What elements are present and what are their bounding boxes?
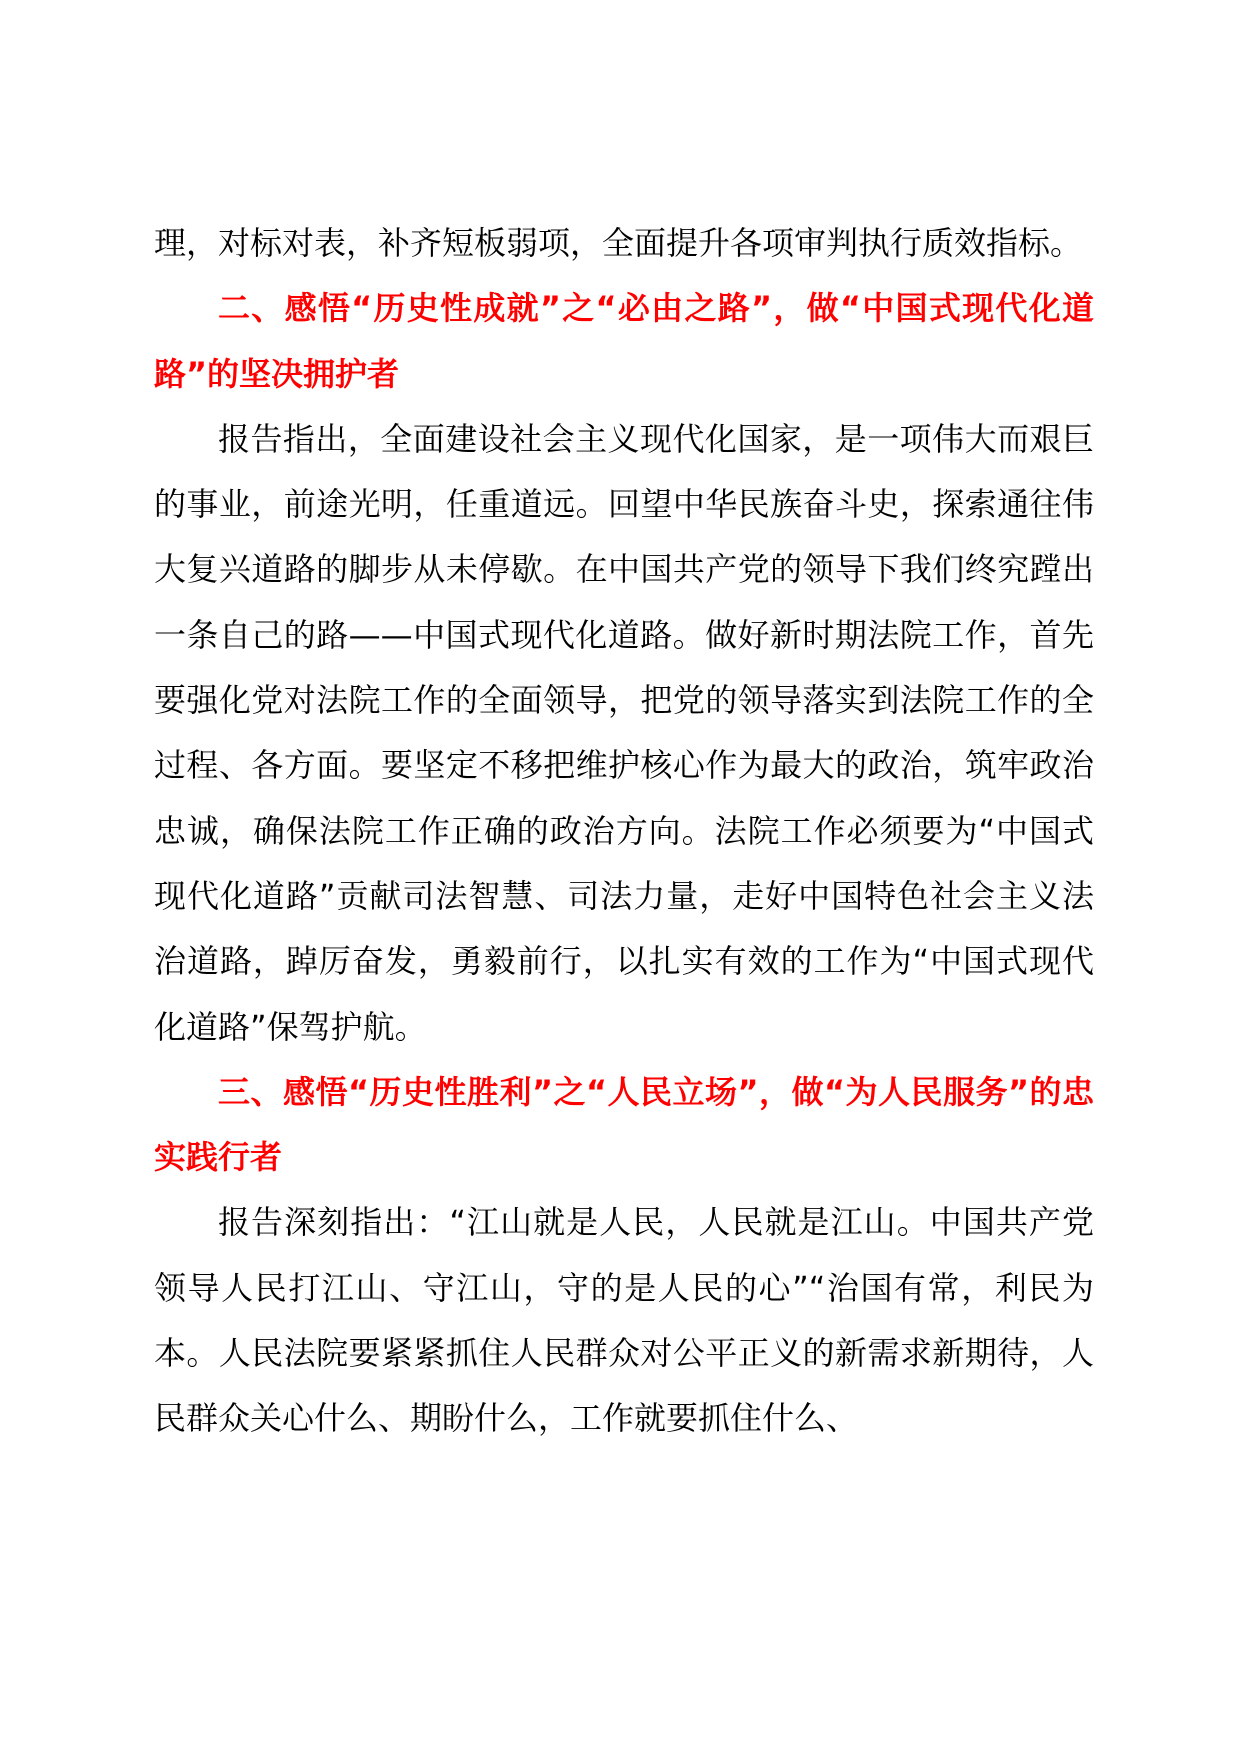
- section-heading-3: 三、感悟“历史性胜利”之“人民立场”，做“为人民服务”的忠实践行者: [154, 1072, 1094, 1177]
- section-heading-2: 二、感悟“历史性成就”之“必由之路”，做“中国式现代化道路”的坚决拥护者: [154, 289, 1094, 393]
- paragraph-section-3: 报告深刻指出：“江山就是人民，人民就是江山。中国共产党领导人民打江山、守江山，守的是人民的心”“治国有常，利民为本。人民法院要紧紧抓住人民群众对公平正义的新需求新期待，人民群众关心什么、期盼什么，工作就要抓住什么、: [154, 1203, 1094, 1438]
- paragraph-continuation: 理，对标对表，补齐短板弱项，全面提升各项审判执行质效指标。: [154, 224, 1083, 262]
- document-body: [154, 211, 1094, 1452]
- paragraph-section-2: 报告指出，全面建设社会主义现代化国家，是一项伟大而艰巨的事业，前途光明，任重道远。回望中华民族奋斗史，探索通往伟大复兴道路的脚步从未停歇。在中国共产党的领导下我们终究蹚出一条自己的路——中国式现代化道路。做好新时期法院工作，首先要强化党对法院工作的全面领导，把党的领导落实到法院工作的全过程、各方面。要坚定不移把维护核心作为最大的政治，筑牢政治忠诚，确保法院工作正确的政治方向。法院工作必须要为“中国式现代化道路”贡献司法智慧、司法力量，走好中国特色社会主义法治道路，踔厉奋发，勇毅前行，以扎实有效的工作为“中国式现代化道路”保驾护航。: [154, 419, 1094, 1046]
